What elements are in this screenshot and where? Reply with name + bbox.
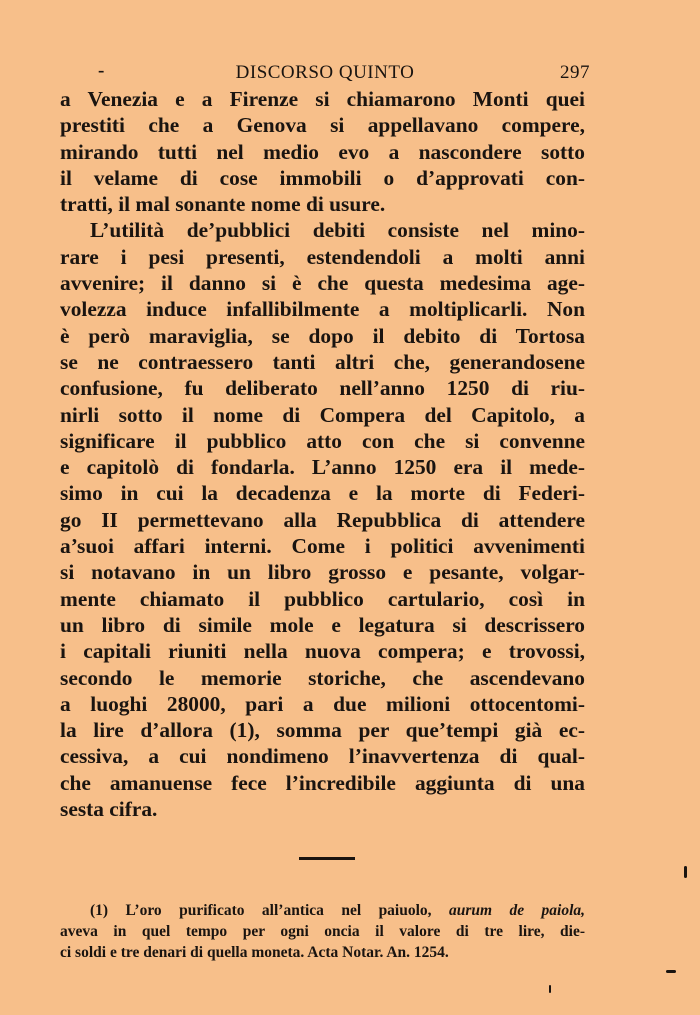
text-line: il velame di cose immobili o d’approvati con- [60,165,585,190]
text-line: significare il pubblico atto con che si convenne [60,428,585,453]
footnote [60,900,585,963]
text-line: a luoghi 28000, pari a due milioni ottocentomi- [60,691,585,716]
text-line: volezza induce infallibilmente a moltiplicarli. Non [60,297,585,322]
text-line: simo in cui la decadenza e la morte di Federi- [60,481,585,506]
text-line: go II permettevano alla Repubblica di attendere [60,507,585,532]
text-line: è però maraviglia, se dopo il debito di Tortosa [60,323,585,348]
text-line: tratti, il mal sonante nome di usure. [60,192,386,217]
text-line: L’utilità de’pubblici debiti consiste nel mino- [90,218,585,243]
text-line: confusione, fu deliberato nell’anno 1250 di riu- [60,376,585,401]
text-line: mirando tutti nel medio evo a nascondere sotto [60,139,585,164]
ink-speck [684,866,687,878]
text-line: un libro di simile mole e legatura si descrissero [60,612,585,637]
chapter-title: DISCORSO QUINTO [235,62,415,83]
text-line: se ne contraessero tanti altri che, generandosene [60,349,585,374]
main-text [60,86,585,822]
footnote-latin-phrase: aurum de paiola, [448,902,585,919]
page-number: 297 [560,62,590,83]
footnote-divider [299,857,355,860]
text-line: e capitolò di fondarla. L’anno 1250 era il mede- [60,455,585,480]
text-line: avvenire; il danno si è che questa medesima age- [60,271,585,296]
text-line: nirli sotto il nome di Compera del Capitolo, a [60,402,585,427]
text-line: rare i pesi presenti, estendendoli a molti anni [60,244,585,269]
footnote-text: (1) L’oro purificato all’antica nel paiuolo, [90,902,449,919]
footnote-line: ci soldi e tre denari di quella moneta. Acta Notar. An. 1254. [60,944,449,961]
text-line: i capitali riuniti nella nuova compera; e trovossi, [60,639,585,664]
ink-speck [549,985,551,993]
footnote-line: aveva in quel tempo per ogni oncia il valore di tre lire, die- [60,923,585,940]
running-head [60,62,590,86]
text-line: mente chiamato il pubblico cartulario, così in [60,586,585,611]
text-line: prestiti che a Genova si appellavano compere, [60,113,585,138]
text-line: che amanuense fece l’incredibile aggiunta di una [60,770,585,795]
text-line: cessiva, a cui nondimeno l’inavvertenza di qual- [60,744,585,769]
text-line: si notavano in un libro grosso e pesante, volgar- [60,560,585,585]
text-line: a Venezia e a Firenze si chiamarono Monti quei [60,87,585,111]
header-dash: - [98,60,105,81]
text-line: a’suoi affari interni. Come i politici avvenimenti [60,534,585,559]
text-line: sesta cifra. [60,797,158,822]
ink-speck [666,970,676,973]
text-line: secondo le memorie storiche, che ascendevano [60,665,585,690]
footnote-line [60,900,585,921]
text-line: la lire d’allora (1), somma per que’tempi già ec- [60,718,585,743]
